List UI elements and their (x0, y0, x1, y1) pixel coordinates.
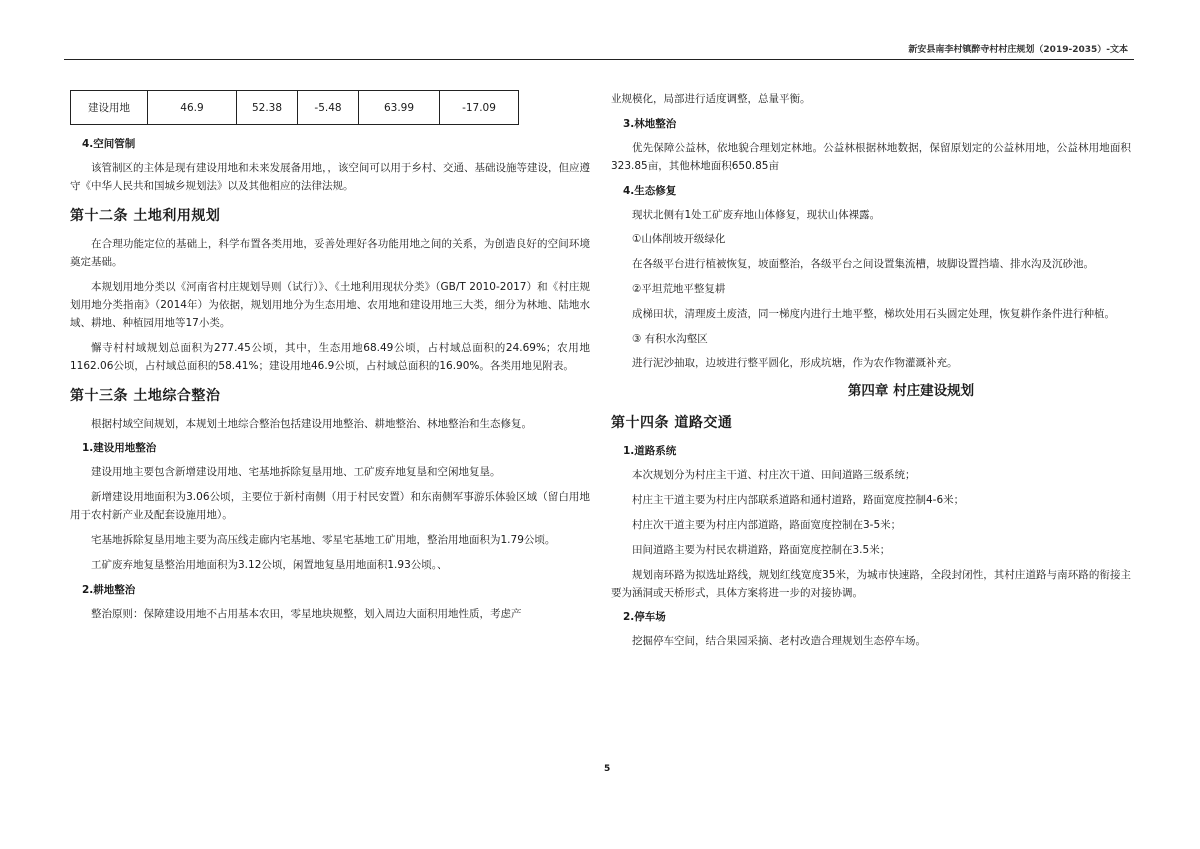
section-heading: 1.道路系统 (623, 445, 677, 458)
left-column (70, 90, 590, 629)
paragraph: 本规划用地分类以《河南省村庄规划导则（试行）》、《土地利用现状分类》（GB/T 2010-2017）和《村庄规划用地分类指南》（2014年）为依据，规划用地分为生态用地、农用地和建设用地三大类，细分为林地、陆地水域、耕地、种植园用地等17小类。 (70, 280, 590, 329)
paragraph: 本次规划分为村庄主干道、村庄次干道、田间道路三级系统； (632, 469, 916, 482)
paragraph: 优先保障公益林，依地貌合理划定林地。公益林根据林地数据，保留原划定的公益林用地，公益林用地面积323.85亩，其他林地面积650.85亩 (611, 141, 1131, 172)
paragraph: 在各级平台进行植被恢复，坡面整治，各级平台之间设置集流槽，坡脚设置挡墙、排水沟及沉砂池。 (632, 258, 1094, 271)
paragraph: 新增建设用地面积为3.06公顷，主要位于新村南侧（用于村民安置）和东南侧军事游乐体验区域（留白用地用于农村新产业及配套设施用地）。 (70, 491, 590, 522)
list-item: ②平坦荒地平整复耕 (632, 282, 726, 295)
paragraph: 现状北侧有1处工矿废弃地山体修复，现状山体裸露。 (632, 208, 881, 221)
section-heading: 2.耕地整治 (82, 583, 136, 596)
paragraph: 田间道路主要为村民农耕道路，路面宽度控制在3.5米； (632, 543, 891, 556)
list-item: ①山体削坡开级绿化 (632, 233, 726, 246)
document-header: 新安县南李村镇醉寺村村庄规划（2019-2035）-文本 (908, 45, 1128, 55)
paragraph: 整治原则：保障建设用地不占用基本农田，零星地块规整，划入周边大面积用地性质，考虑产 (91, 607, 522, 620)
right-column (611, 90, 1131, 657)
paragraph: 在合理功能定位的基础上，科学布置各类用地，妥善处理好各功能用地之间的关系，为创造良好的空间环境奠定基础。 (70, 238, 590, 268)
table-cell: 52.38 (237, 91, 298, 125)
paragraph: 规划南环路为拟选址路线，规划红线宽度35米，为城市快速路，全段封闭性，其村庄道路与南环路的衔接主要为涵洞或天桥形式，具体方案将进一步的对接协调。 (611, 568, 1131, 599)
paragraph: 成梯田状，清理废土废渣，同一梯度内进行土地平整，梯坎处用石头圆定处理，恢复耕作条件进行种植。 (632, 307, 1115, 320)
paragraph: 进行泥沙抽取，边坡进行整平圆化，形成坑塘，作为农作物灌溉补充。 (632, 357, 958, 370)
table-cell: 46.9 (148, 91, 237, 125)
section-heading: 1.建设用地整治 (82, 442, 157, 455)
article-heading: 第十二条 土地利用规划 (70, 208, 221, 224)
paragraph: 根据村域空间规划，本规划土地综合整治包括建设用地整治、耕地整治、林地整治和生态修复。 (91, 417, 532, 430)
page-number: 5 (604, 764, 611, 774)
paragraph: 该管制区的主体是现有建设用地和未来发展备用地，，该空间可以用于乡村、交通、基础设施等建设，但应遵守《中华人民共和国城乡规划法》以及其他相应的法律法规。 (70, 162, 590, 192)
table-row-label: 建设用地 (71, 91, 148, 125)
header-rule (64, 59, 1134, 60)
section-heading: 4.空间管制 (82, 138, 136, 150)
section-heading: 4.生态修复 (623, 184, 677, 197)
section-heading: 3.林地整治 (623, 117, 677, 130)
table-cell: 63.99 (359, 91, 440, 125)
table-row (71, 91, 519, 125)
paragraph: 懈寺村村域规划总面积为277.45公顷，其中，生态用地68.49公顷，占村域总面积的24.69%；农用地1162.06公顷，占村域总面积的58.41%；建设用地46.9公顷，占村域总面积的16.90%。各类用地见附表。 (70, 341, 590, 372)
article-heading: 第十四条 道路交通 (611, 415, 733, 432)
chapter-heading: 第四章 村庄建设规划 (847, 383, 975, 400)
section-heading: 2.停车场 (623, 611, 666, 624)
list-item: ③ 有积水沟壑区 (632, 332, 708, 345)
paragraph: 村庄次干道主要为村庄内部道路，路面宽度控制在3-5米； (632, 518, 902, 531)
paragraph: 工矿废弃地复垦整治用地面积为3.12公顷，闲置地复垦用地面积1.93公顷。、 (91, 558, 448, 571)
table-cell: -5.48 (298, 91, 359, 125)
paragraph: 宅基地拆除复垦用地主要为高压线走廊内宅基地、零星宅基地工矿用地，整治用地面积为1.79公顷。 (91, 533, 556, 546)
paragraph: 村庄主干道主要为村庄内部联系道路和通村道路，路面宽度控制4-6米； (632, 494, 965, 507)
paragraph: 挖掘停车空间，结合果园采摘、老村改造合理规划生态停车场。 (632, 635, 926, 648)
land-use-table (70, 90, 519, 125)
table-cell: -17.09 (440, 91, 519, 125)
paragraph: 建设用地主要包含新增建设用地、宅基地拆除复垦用地、工矿废弃地复垦和空闲地复垦。 (91, 466, 501, 479)
paragraph: 业规模化，局部进行适度调整，总量平衡。 (611, 93, 811, 105)
article-heading: 第十三条 土地综合整治 (70, 387, 221, 404)
